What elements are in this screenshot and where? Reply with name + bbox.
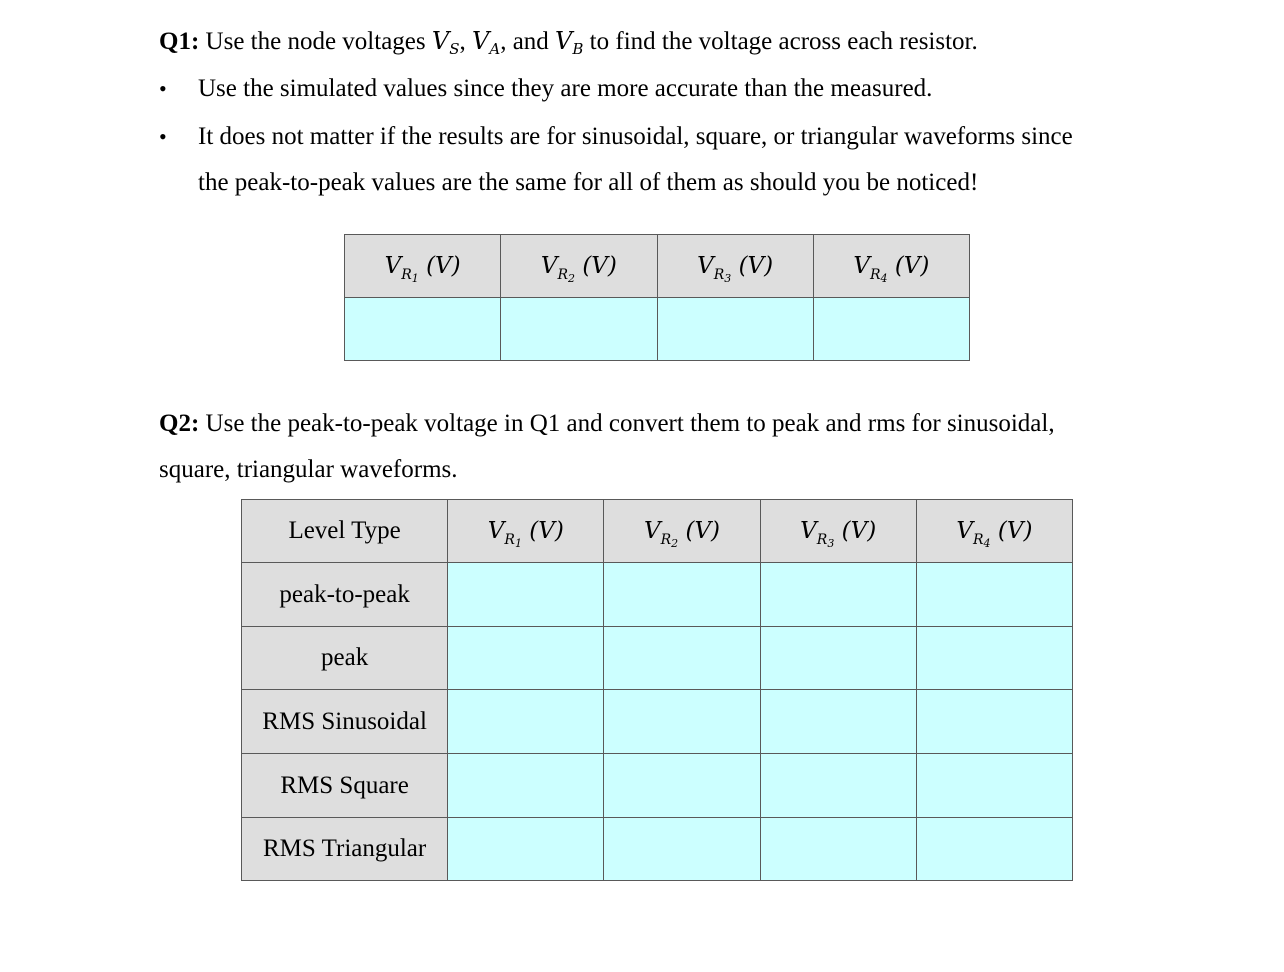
answer-cell-vr2[interactable]: [501, 298, 657, 361]
table-row: [242, 754, 1073, 818]
column-header-vr1: $V_{R_1}$ (V): [448, 500, 604, 563]
bullet-text: It does not matter if the results are for sinusoidal, square, or triangular waveforms since: [198, 123, 1073, 150]
q1-prompt: Q1: Use the node voltages $V_S$, $V_A$, and $V_B$ to find the voltage across each resistor.: [159, 27, 978, 58]
table-row: [242, 690, 1073, 754]
q2-text-line2: square, triangular waveforms.: [159, 456, 458, 483]
answer-cell[interactable]: [604, 690, 760, 754]
answer-cell[interactable]: [916, 627, 1072, 690]
row-label-rms-square: RMS Square: [242, 754, 448, 818]
q1-text-before: Use the node voltages: [199, 28, 432, 55]
q2-prompt: [159, 409, 1055, 439]
row-label-peak-to-peak: peak-to-peak: [242, 563, 448, 627]
column-header-vr4: $V_{R_4}$ (V): [813, 235, 969, 298]
answer-cell[interactable]: [916, 563, 1072, 627]
answer-cell-vr4[interactable]: [813, 298, 969, 361]
answer-cell[interactable]: [916, 690, 1072, 754]
column-header-level-type: Level Type: [242, 500, 448, 563]
column-header-vr3: $V_{R_3}$ (V): [657, 235, 813, 298]
answer-cell[interactable]: [604, 818, 760, 881]
answer-cell[interactable]: [760, 754, 916, 818]
answer-cell[interactable]: [760, 563, 916, 627]
answer-cell[interactable]: [448, 818, 604, 881]
bullet-text: Use the simulated values since they are more accurate than the measured.: [198, 75, 933, 102]
table-row: [242, 627, 1073, 690]
vb-symbol: $V_B$: [555, 27, 584, 58]
bullet-icon: •: [159, 124, 167, 149]
answer-cell[interactable]: [448, 690, 604, 754]
q1-label: Q1:: [159, 28, 200, 55]
bullet-text: the peak-to-peak values are the same for all of them as should you be noticed!: [198, 169, 979, 196]
answer-cell[interactable]: [760, 818, 916, 881]
q2-text-line1: Use the peak-to-peak voltage in Q1 and convert them to peak and rms for sinusoidal,: [199, 410, 1055, 437]
answer-cell[interactable]: [604, 627, 760, 690]
answer-cell[interactable]: [448, 754, 604, 818]
answer-cell[interactable]: [760, 690, 916, 754]
answer-cell[interactable]: [448, 627, 604, 690]
column-header-vr2: $V_{R_2}$ (V): [501, 235, 657, 298]
vs-symbol: $V_S$: [431, 27, 460, 58]
va-symbol: $V_A$: [472, 27, 501, 58]
row-label-rms-triangular: RMS Triangular: [242, 818, 448, 881]
table-row: [242, 818, 1073, 881]
q2-prompt-continued: [159, 455, 458, 485]
column-header-vr4: $V_{R_4}$ (V): [916, 500, 1072, 563]
row-label-rms-sinusoidal: RMS Sinusoidal: [242, 690, 448, 754]
q2-answer-table: [241, 499, 1073, 881]
column-header-vr3: $V_{R_3}$ (V): [760, 500, 916, 563]
answer-cell-vr1[interactable]: [345, 298, 501, 361]
row-label-peak: peak: [242, 627, 448, 690]
column-header-vr1: $V_{R_1}$ (V): [345, 235, 501, 298]
q1-text-after: to find the voltage across each resistor.: [583, 28, 978, 55]
table-row: [345, 298, 970, 361]
answer-cell[interactable]: [604, 754, 760, 818]
q1-answer-table: [344, 234, 970, 361]
table-row: [242, 563, 1073, 627]
answer-cell[interactable]: [760, 627, 916, 690]
bullet-icon: •: [159, 76, 167, 101]
answer-cell[interactable]: [916, 754, 1072, 818]
q2-label: Q2:: [159, 410, 200, 437]
answer-cell[interactable]: [448, 563, 604, 627]
column-header-vr2: $V_{R_2}$ (V): [604, 500, 760, 563]
answer-cell[interactable]: [604, 563, 760, 627]
answer-cell-vr3[interactable]: [657, 298, 813, 361]
answer-cell[interactable]: [916, 818, 1072, 881]
